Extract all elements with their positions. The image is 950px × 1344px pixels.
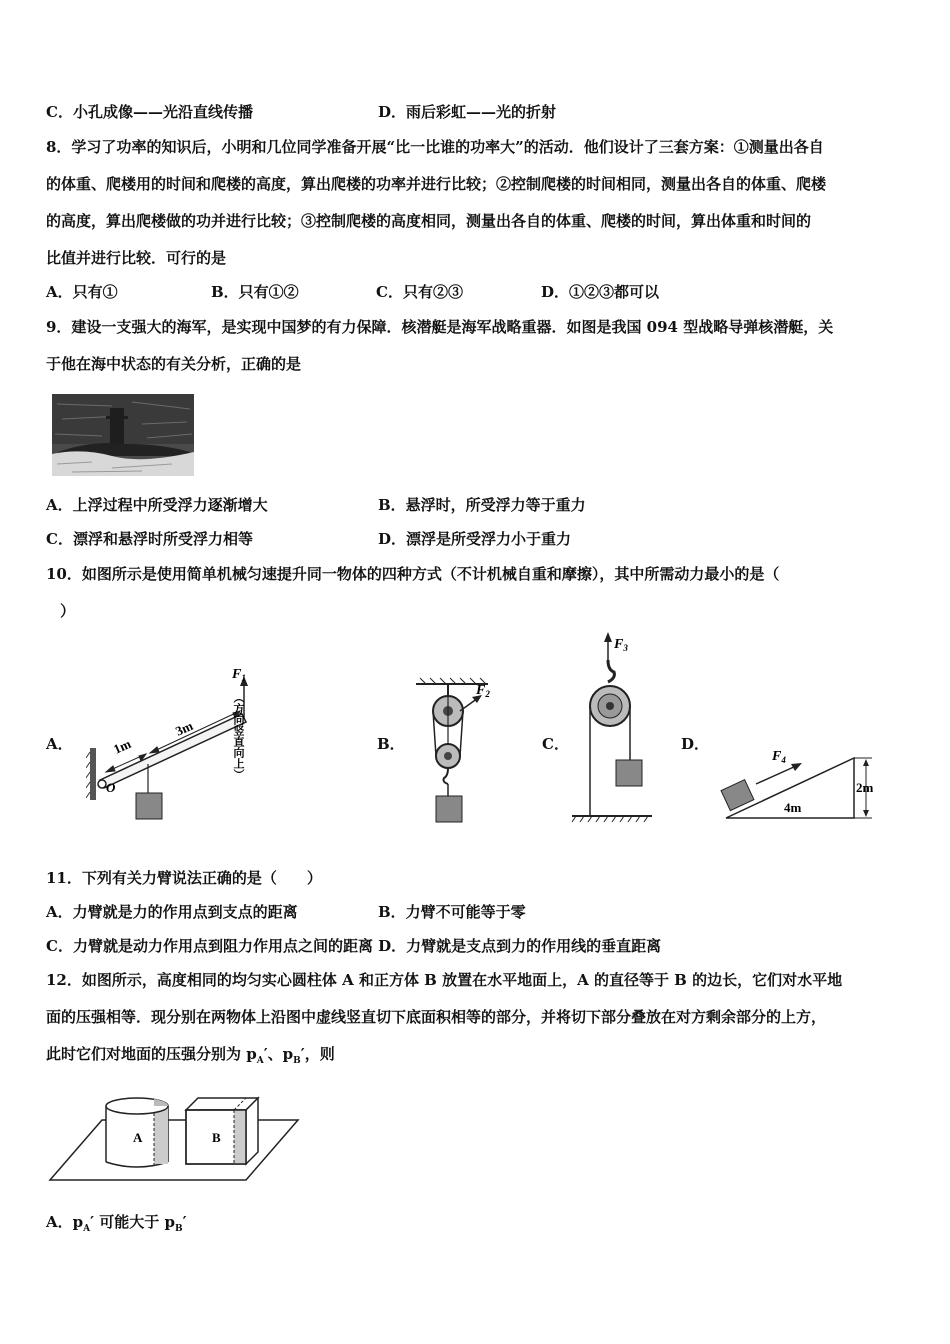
force-f1-label: $F_1$ [232, 667, 246, 683]
q9-option-d: D．漂浮是所受浮力小于重力 [378, 530, 572, 548]
q12-option-a: A．$p_A'$ 可能大于 $p_B'$ [46, 1213, 187, 1234]
q8-stem-line-3: 的高度，算出爬楼做的功并进行比较；③控制爬楼的高度相同，测量出各自的体重、爬楼的时间，算出体重和时间的 [46, 212, 812, 230]
fixed-pulley-diagram [568, 630, 668, 826]
q10-option-b-label: B． [377, 735, 405, 753]
cylinder-cube-diagram [48, 1090, 304, 1184]
q11-options-cd: C．力臂就是动力作用点到阻力作用点之间的距离 D．力臂就是支点到力的作用线的垂直距离 [46, 937, 662, 955]
force-f4-label: $F_4$ [772, 749, 786, 765]
lever-short-arm-label: 1m [111, 735, 134, 757]
q10-stem-line-2: ） [60, 602, 76, 620]
q9-stem-line-1: 9．建设一支强大的海军，是实现中国梦的有力保障．核潜艇是海军战略重器．如图是我国 094 型战略导弹核潜艇，关 [46, 318, 834, 336]
q10-option-a-label: A． [46, 735, 73, 753]
q12-stem-line-1: 12．如图所示，高度相同的均匀实心圆柱体 A 和正方体 B 放置在水平地面上，A 的直径等于 B 的边长，它们对水平地 [46, 971, 843, 989]
q7-option-c: C．小孔成像——光沿直线传播 [46, 103, 253, 121]
incline-length-label: 4m [784, 800, 802, 815]
q8-stem-line-2: 的体重、爬楼用的时间和爬楼的高度，算出爬楼的功率并进行比较；②控制爬楼的时间相同，测量出各自的体重、爬楼 [46, 175, 827, 193]
q8-option-a: A．只有① [46, 283, 118, 301]
q9-option-a: A．上浮过程中所受浮力逐渐增大 [46, 496, 268, 514]
q7-option-d: D．雨后彩虹——光的折射 [378, 103, 557, 121]
q8-stem-line-4: 比值并进行比较．可行的是 [46, 249, 227, 267]
q11-option-b: B．力臂不可能等于零 [378, 903, 526, 921]
q10-option-c-label: C． [542, 735, 569, 753]
q9-option-b: B．悬浮时，所受浮力等于重力 [378, 496, 586, 514]
force-f2-label: $F_2$ [476, 683, 490, 699]
force-f3-label: $F_3$ [614, 637, 628, 653]
lever-force-direction-note: （方向竖直向上） [232, 692, 244, 780]
q8-option-c: C．只有②③ [376, 283, 463, 301]
cylinder-a-label: A [133, 1130, 143, 1145]
q9-option-c: C．漂浮和悬浮时所受浮力相等 [46, 530, 253, 548]
submarine-photo [52, 394, 194, 476]
q12-stem-line-3: 此时它们对地面的压强分别为 $p_A'$、$p_B'$，则 [46, 1045, 335, 1066]
q12-stem-line-2: 面的压强相等．现分别在两物体上沿图中虚线竖直切下底面积相等的部分，并将切下部分叠放在对方剩余部分的上方， [46, 1008, 827, 1026]
q8-option-d: D．①②③都可以 [541, 283, 660, 301]
q9-stem-line-2: 于他在海中状态的有关分析，正确的是 [46, 355, 302, 373]
q11-option-a: A．力臂就是力的作用点到支点的距离 [46, 903, 298, 921]
incline-height-label: 2m [856, 780, 874, 795]
q8-stem-line-1: 8．学习了功率的知识后，小明和几位同学准备开展“比一比谁的功率大”的活动．他们设计了三套方案：①测量出各自 [46, 138, 824, 156]
inclined-plane-diagram [720, 744, 890, 824]
lever-diagram [86, 660, 266, 830]
q10-option-d-label: D． [681, 735, 710, 753]
lever-long-arm-label: 3m [173, 717, 196, 739]
q11-stem: 11．下列有关力臂说法正确的是（ ） [46, 869, 322, 887]
q8-option-b: B．只有①② [211, 283, 299, 301]
q10-stem-line-1: 10．如图所示是使用简单机械匀速提升同一物体的四种方式（不计机械自重和摩擦），其中所需动力最小的是（ [46, 565, 780, 583]
cube-b-label: B [212, 1130, 221, 1145]
lever-pivot-label: O [106, 780, 116, 795]
pulley-block-diagram [408, 676, 508, 828]
